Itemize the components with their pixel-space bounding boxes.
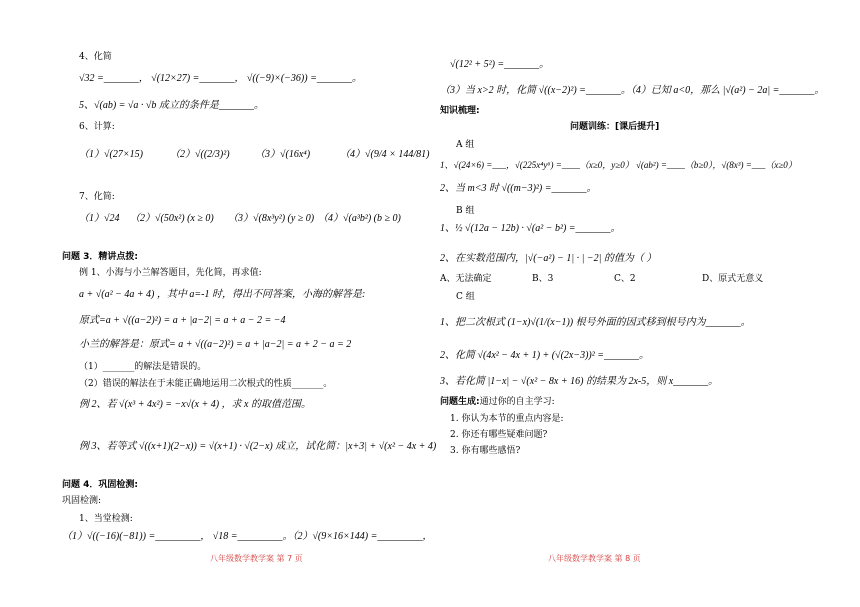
group-b: B 组 [456,206,475,216]
q6-item-2: （2）√((2/3)²) [170,149,230,160]
gen-title: 问题生成: [440,397,480,407]
gen-text: 通过你的自主学习: [479,397,555,407]
ex1-q1: （1）_______的解法是错误的。 [79,362,207,372]
training-title: 问题训练：[课后提升] [570,122,660,132]
c3: 3、若化简 |1−x| − √(x² − 8x + 16) 的结果为 2x-5，则 x_______。 [440,376,719,387]
ex1-q2: （2）错误的解法在于未能正确地运用二次根式的性质_______。 [79,379,333,389]
b2-option-b: B、3 [532,274,554,284]
gen-item-3: 3. 你有哪些感悟? [450,446,521,456]
a1: 1、√(24×6) =___，√(225x⁴y⁶) =____（x≥0，y≥0） √(ab²) =____（b≥0），√(8x³) =___（x≥0） [440,160,797,170]
ex3: 例 3、若等式 √((x+1)(2−x)) = √(x+1) · √(2−x) 成立，试化简：|x+3| + √(x² − 4x + 4) [79,441,437,452]
p4-title: 问题 4．巩固检测: [62,480,138,490]
c1: 1、把二次根式 (1−x)√(1/(x−1)) 根号外面的因式移到根号内为_______。 [440,317,751,328]
p4-1: 1、当堂检测: [79,514,133,524]
q7-item-1: （1）√24 [79,213,120,224]
q6-item-4: （4）√(9/4 × 144/81) [340,149,430,160]
q6-item-3: （3）√(16x⁴) [255,149,311,160]
q3-4: （3）当 x>2 时，化简 √((x−2)²) =_______。（4）已知 a<0，那么 |√(a²) − 2a| =_______。 [440,85,825,96]
a2: 2、当 m<3 时 √((m−3)²) =_______。 [440,183,597,194]
b2-option-c: C、2 [614,274,636,284]
q7-title: 7、化简: [79,192,115,202]
b2: 2、在实数范围内，|√(−a²) − 1| · | −2| 的值为（ ） [440,253,657,264]
p4-sub: 巩固检测: [62,496,102,506]
gen-item-1: 1. 你认为本节的重点内容是: [450,414,564,424]
ex2: 例 2、若 √(x³ + 4x²) = −x√(x + 4) ，求 x 的取值范围。 [79,399,311,410]
right-page [430,0,860,607]
c2: 2、化简 √(4x² − 4x + 1) + (√(2x−3))² =_______。 [440,350,650,361]
q4-items: √32 =_______， √(12×27) =_______， √((−9)×(−36)) =_______。 [79,73,362,84]
group-c: C 组 [456,292,475,302]
q5: 5、√(ab) = √a · √b 成立的条件是_______。 [79,100,264,111]
p4-1-items: （1）√((−16)(−81)) =_________， √18 =_________。（2）√(9×16×144) =_________， [62,531,433,542]
q7-item-3: （3）√(8x³y²) (y ≥ 0) [228,213,315,224]
left-footer: 八年级数学教学案 第 7 页 [210,554,303,563]
ex1-expr: a + √(a² − 4a + 4) ，其中 a=-1 时，得出不同答案，小海的解答是: [79,289,366,300]
ex1-intro: 例 1、小海与小兰解答题目，先化简，再求值: [79,268,262,278]
group-a: A 组 [456,140,475,150]
top-line: √(12² + 5²) =_______。 [450,59,550,70]
p3-title: 问题 3．精讲点拨: [62,252,138,262]
q6-title: 6、计算: [79,122,115,132]
right-footer: 八年级数学教学案 第 8 页 [548,554,641,563]
gen-item-2: 2. 你还有哪些疑难问题? [450,430,548,440]
q4-title: 4、化简 [79,52,112,62]
b2-option-a: A、无法确定 [440,274,492,284]
q7-item-4: （4）√(a³b²) (b ≥ 0) [318,213,401,224]
gen-row [440,395,555,409]
ex1-lan: 小兰的解答是：原式= a + √((a−2)²) = a + |a−2| = a + 2 − a = 2 [79,339,352,350]
b2-option-d: D、原式无意义 [702,274,764,284]
q7-item-2: （2）√(50x²) (x ≥ 0) [130,213,214,224]
q6-item-1: （1）√(27×15) [79,149,143,160]
ex1-hai: 原式=a + √((a−2)²) = a + |a−2| = a + a − 2 = −4 [79,315,286,326]
knowledge-title: 知识梳理: [440,106,480,116]
b1: 1、½ √(12a − 12b) · √(a² − b²) =_______。 [440,223,621,234]
